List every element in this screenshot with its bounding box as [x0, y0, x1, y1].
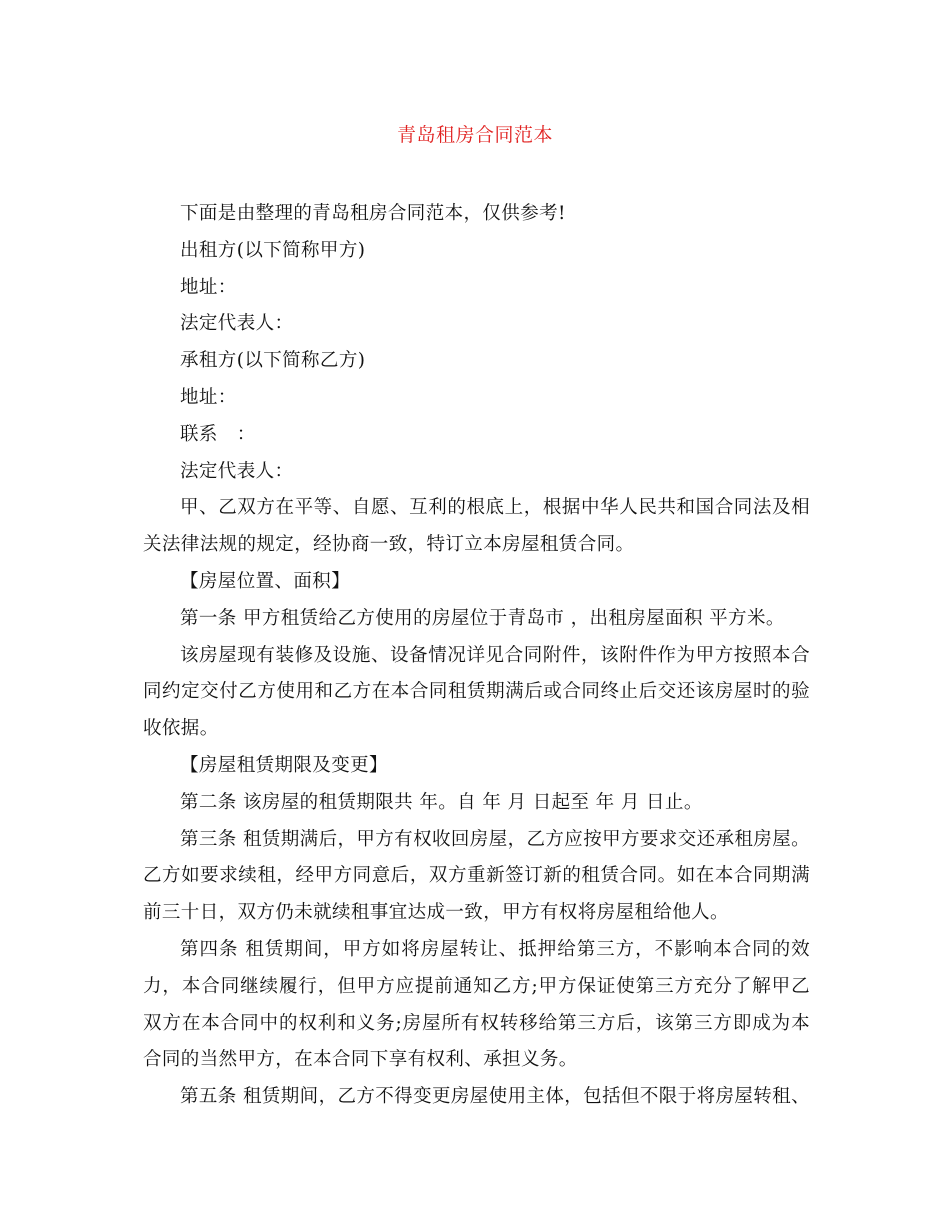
article-1-attachment: 该房屋现有装修及设施、设备情况详见合同附件，该附件作为甲方按照本合同约定交付乙方使用和乙方在本合同租赁期满后或合同终止后交还该房屋时的验收依据。: [143, 644, 810, 740]
article-3: 第三条 租赁期满后，甲方有权收回房屋，乙方应按甲方要求交还承租房屋。乙方如要求续租，经甲方同意后，双方重新签订新的租赁合同。如在本合同期满前三十日，双方仍未就续租事宜达成一致，甲方有权将房屋租给他人。: [143, 828, 810, 924]
article-2: 第二条 该房屋的租赁期限共 年。自 年 月 日起至 年 月 日止。: [180, 791, 703, 813]
lessee-address-field: 地址：: [180, 386, 237, 408]
lessor-representative-field: 法定代表人：: [180, 313, 294, 335]
document-body: [143, 196, 810, 1116]
article-4: 第四条 租赁期间，甲方如将房屋转让、抵押给第三方，不影响本合同的效力，本合同继续履行，但甲方应提前通知乙方;甲方保证使第三方充分了解甲乙双方在本合同中的权利和义务;房屋所有权转移给第三方后，该第三方即成为本合同的当然甲方，在本合同下享有权利、承担义务。: [143, 938, 810, 1071]
lessee-label: 承租方(以下简称乙方): [180, 350, 366, 372]
lessor-label: 出租方(以下简称甲方): [180, 239, 366, 261]
preamble-paragraph: 甲、乙双方在平等、自愿、互利的根底上，根据中华人民共和国合同法及相关法律法规的规定，经协商一致，特订立本房屋租赁合同。: [143, 497, 810, 556]
lessee-representative-field: 法定代表人：: [180, 460, 294, 482]
lessor-address-field: 地址：: [180, 276, 237, 298]
lessee-contact-field: 联系 ：: [180, 423, 256, 445]
intro-paragraph: 下面是由整理的青岛租房合同范本，仅供参考!: [180, 203, 566, 224]
document-title: 青岛租房合同范本: [396, 124, 553, 146]
article-1: 第一条 甲方租赁给乙方使用的房屋位于青岛市 ，出租房屋面积 平方米。: [180, 607, 785, 629]
section-heading-term: 【房屋租赁期限及变更】: [180, 754, 388, 776]
section-heading-location: 【房屋位置、面积】: [180, 570, 351, 592]
article-5: 第五条 租赁期间，乙方不得变更房屋使用主体，包括但不限于将房屋转租、: [180, 1086, 810, 1108]
